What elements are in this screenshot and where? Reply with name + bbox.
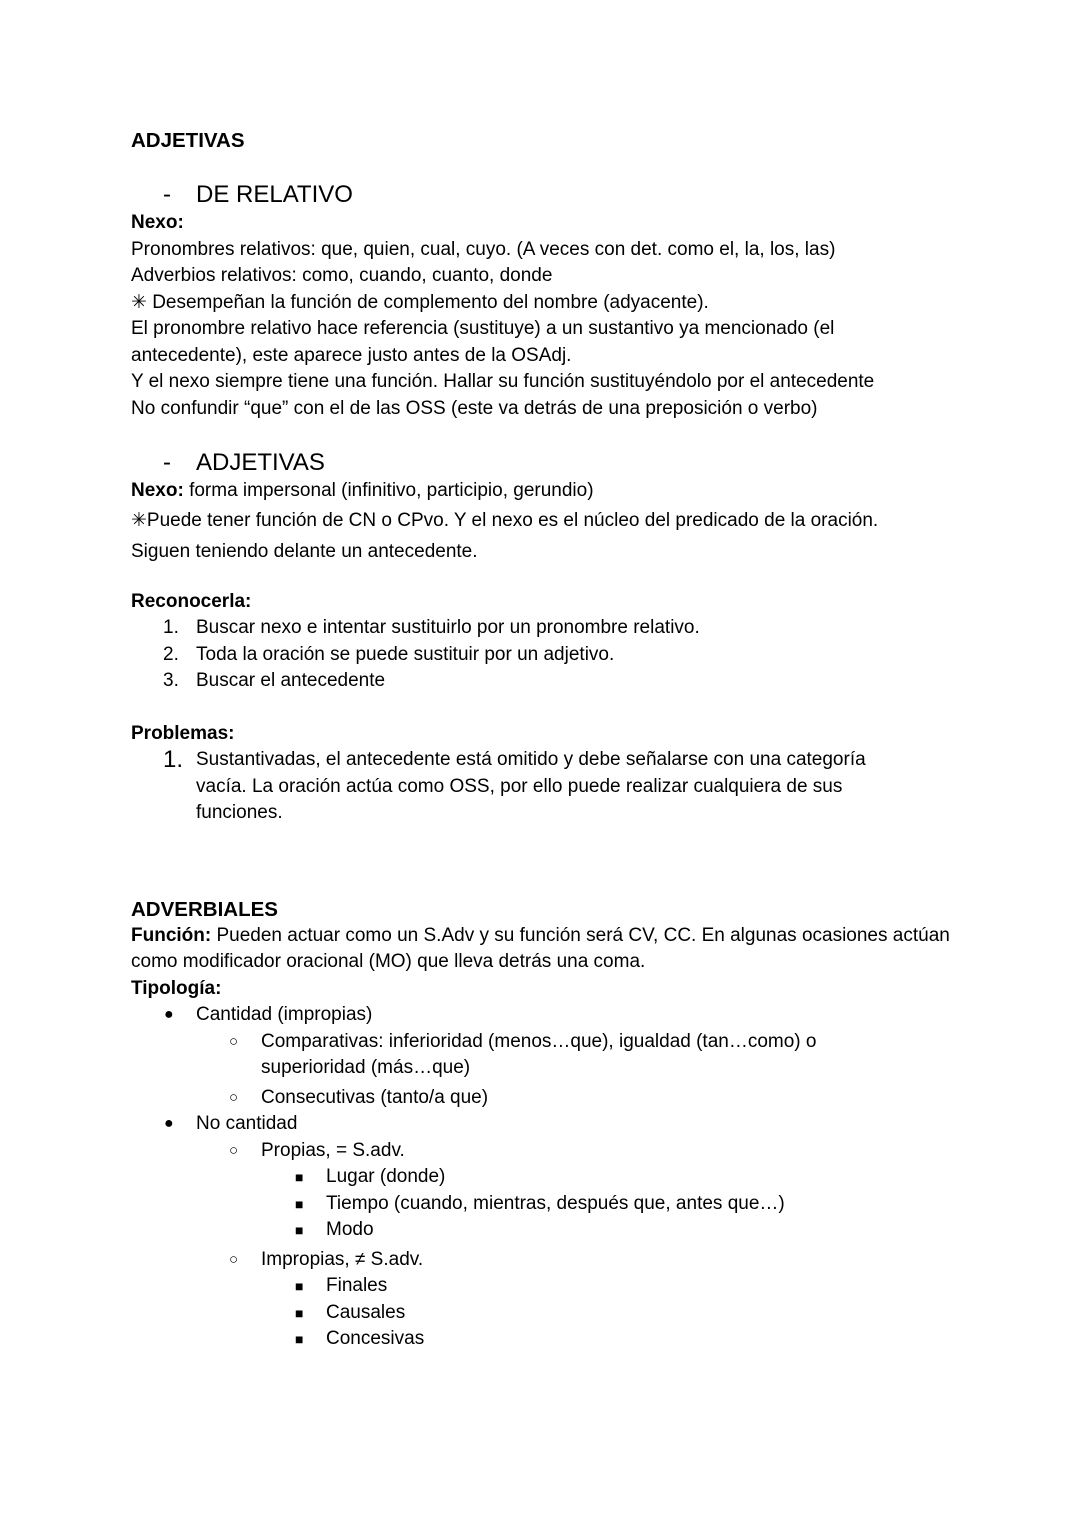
circle-icon: ○ [229,1088,239,1106]
circle-item: ○ Comparativas: inferioridad (menos…que), igualdad (tan…como) o superioridad (más…que) [229,1030,817,1078]
circle-icon: ○ [229,1032,239,1050]
square-icon: ■ [295,1278,304,1294]
square-item: ■ Modo [131,1217,951,1244]
list-item: 1. Sustantivadas, el antecedente está omitido y debe señalarse con una categoría vacía. La oración actúa como OSS, por ello puede realizar cualquiera de sus funciones. [163,746,866,823]
square-icon: ■ [295,1331,304,1347]
bullet-icon: ● [164,1006,174,1023]
problemas-label: Problemas: [131,722,235,744]
square-icon: ■ [295,1195,304,1212]
list-item: 2. Toda la oración se puede sustituir por un adjetivo. [163,643,615,665]
square-item: ■ Finales [131,1273,951,1300]
text-line: ✳ Desempeñan la función de complemento del nombre (adyacente). [131,291,709,313]
subheading-adjetivas: - ADJETIVAS [163,449,325,476]
text-line: Adverbios relativos: como, cuando, cuanto, donde [131,265,553,286]
nexo-line: Nexo: forma impersonal (infinitivo, participio, gerundio) [131,480,594,501]
funcion-line: Función: Pueden actuar como un S.Adv y su función será CV, CC. En algunas ocasiones actúan como modificador oracional (MO) que lleva detrás una coma. [131,924,950,972]
text-line: ✳Puede tener función de CN o CPvo. Y el nexo es el núcleo del predicado de la oración. [131,509,879,531]
circle-icon: ○ [229,1250,239,1268]
text-line: Y el nexo siempre tiene una función. Hallar su función sustituyéndolo por el antecedente [131,371,875,392]
bullet-icon: ● [164,1115,174,1132]
circle-icon: ○ [229,1141,239,1159]
square-item: ■ Causales [131,1300,951,1327]
reconocerla-label: Reconocerla: [131,590,252,612]
square-item: ■ Concesivas [131,1326,951,1353]
list-item: 3. Buscar el antecedente [163,670,386,691]
circle-item: ○ Consecutivas (tanto/a que) [131,1085,951,1112]
text-line: Siguen teniendo delante un antecedente. [131,540,478,562]
bullet-item: ● No cantidad [131,1111,951,1138]
section-title-adjetivas: ADJETIVAS [131,129,245,152]
circle-item: ○ Propias, = S.adv. [131,1138,951,1165]
square-icon: ■ [295,1222,304,1238]
text-line: Pronombres relativos: que, quien, cual, cuyo. (A veces con det. como el, la, los, las) [131,238,836,260]
square-icon: ■ [295,1304,304,1321]
nexo-label: Nexo: [131,212,184,233]
square-item: ■ Lugar (donde) [131,1164,951,1191]
text-line: El pronombre relativo hace referencia (sustituye) a un sustantivo ya mencionado (el antecedente), este aparece justo antes de la OSAdj. [131,318,835,366]
bullet-item: ● Cantidad (impropias) [131,1002,951,1029]
tipologia-label: Tipología: [131,977,222,999]
square-icon: ■ [295,1169,304,1185]
section-title-adverbiales: ADVERBIALES [131,897,278,921]
subheading-de-relativo: - DE RELATIVO [163,181,353,208]
document-page [131,128,951,1353]
circle-item: ○ Impropias, ≠ S.adv. [131,1247,951,1274]
text-line: No confundir “que” con el de las OSS (este va detrás de una preposición o verbo) [131,397,818,419]
square-item: ■ Tiempo (cuando, mientras, después que, antes que…) [131,1191,951,1218]
list-item: 1. Buscar nexo e intentar sustituirlo por un pronombre relativo. [163,617,700,638]
